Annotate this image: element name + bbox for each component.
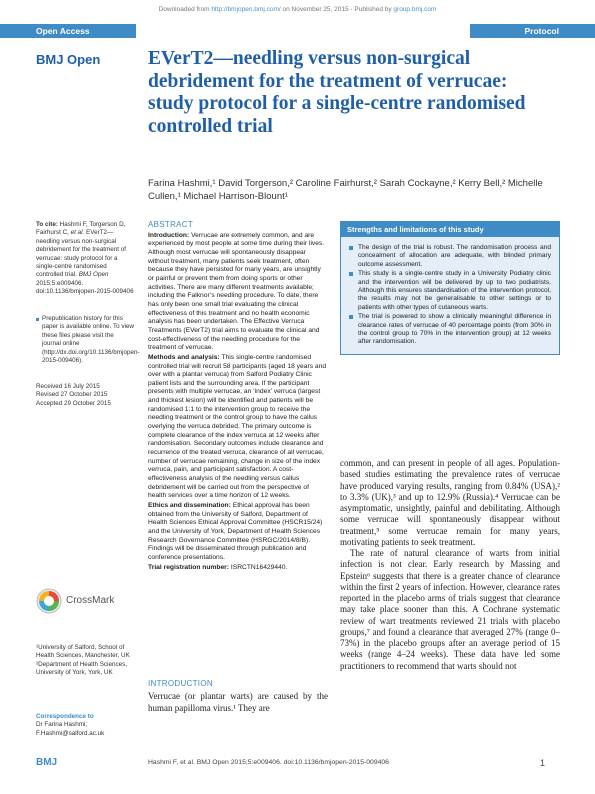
abstract <box>148 221 328 573</box>
group-link[interactable]: group.bmj.com <box>393 6 437 13</box>
strength-item: The trial is powered to show a clinically meaningful difference in clearance rates of verrucae of 40 percentage points (from 30% in the control group to 70% in the intervention group) at 12 weeks after randomisation. <box>349 313 551 347</box>
bullet-icon <box>349 315 353 319</box>
prepub-note: Prepublication history for this paper is available online. To view these files please visit the journal online (http://dx.doi.org/10.1136/bmjopen-2015-009406). <box>36 315 134 365</box>
introduction-heading: INTRODUCTION <box>148 679 213 688</box>
bmj-footer-logo: BMJ <box>36 757 58 768</box>
revised-date: Revised 27 October 2015 <box>36 391 108 399</box>
affiliations <box>36 644 134 678</box>
download-notice: Downloaded from http://bmjopen.bmj.com/ on November 25, 2015 - Published by group.bmj.com <box>158 6 437 13</box>
crossmark-icon <box>36 588 62 614</box>
introduction-text: Verrucae (or plantar warts) are caused by the human papilloma virus.¹ They are <box>148 691 328 713</box>
bullet-icon <box>349 246 353 250</box>
author-list: Farina Hashmi,¹ David Torgerson,² Caroline Fairhurst,² Sarah Cockayne,² Kerry Bell,² Michelle Cullen,¹ Michael Harrison-Blount¹ <box>148 178 543 202</box>
abstract-heading: ABSTRACT <box>148 220 194 229</box>
abstract-ethics: Ethics and dissemination: Ethical approval has been obtained from the University of Salford, Department of Health Sciences Ethical Approval Committee (HSCR15/24) and the University of York, Department of Health Sciences Research Governance Committee (HSRGC/2014/8/B). Findings will be disseminated through publication and conference presentations. <box>148 502 323 561</box>
affiliation-1: ¹University of Salford, School of Health Sciences, Manchester, UK <box>36 644 130 660</box>
strength-item: This study is a single-centre study in a University Podiatry clinic and the intervention will be delivered by up to two podiatrists. Although this ensures standardisation of the intervention protocol, the results may not be generalisable to other settings or to patients with other types of cutaneous warts. <box>349 270 551 312</box>
correspondence-email[interactable]: F.Hashmi@salford.ac.uk <box>36 729 105 737</box>
received-date: Received 16 July 2015 <box>36 383 100 390</box>
strength-item: The design of the trial is robust. The randomisation process and concealment of allocation are adequate, with blinded primary outcome assessment. <box>349 244 551 269</box>
abstract-introduction: Introduction: Verrucae are extremely common, and are experienced by most people at some time during their lives. Although most verrucae will spontaneously disappear without treatment, many patients seek treatment, often because they have persisted for many years, are unsightly or painful or prevent them from doing sports or other activities. There are many different treatments available; including the Falknor’s needling procedure. To date, there has only been one small trial evaluating the clinical effectiveness of this treatment and no health economic analysis has been undertaken. The Effective Verruca Treatments (EVerT2) trial aims to evaluate the clinical and cost-effectiveness of the needling procedure for the treatment of verrucae. <box>148 231 325 352</box>
abstract-methods: Methods and analysis: This single-centre randomised controlled trial will recruit 58 participants (aged 18 years and over with a plantar verruca) from Salford Podiatry Clinic patient lists and the surrounding area. If the participant presents with multiple verrucae, an ‘index’ verruca (largest and thickest lesion) will be identified and patients will be randomised 1:1 to the intervention group to receive the needling treatment or the control group to have the callus overlying the verruca debrided. The primary outcome is complete clearance of the index verruca at 12 weeks after randomisation. Secondary outcomes include clearance and recurrence of the treated verruca, clearance of all verrucae, number of verrucae remaining, change in size of the index verruca, pain, and participant satisfaction. A cost-effectiveness analysis of the needling versus callus debridement will be carried out from the perspective of health services over a time horizon of 12 weeks. <box>148 353 327 500</box>
journal-logo: BMJ Open <box>36 52 101 67</box>
correspondence: Correspondence to Dr Farina Hashmi; F.Hashmi@salford.ac.uk <box>36 713 134 738</box>
abstract-trial-registration: Trial registration number: ISRCTN16429440. <box>148 563 288 571</box>
page-number: 1 <box>540 758 546 768</box>
strengths-limitations-box <box>340 221 560 355</box>
article-title: EVerT2—needling versus non-surgical debridement for the treatment of verrucae: study protocol for a single-centre randomised controlled trial <box>148 48 526 137</box>
affiliation-2: ²Department of Health Sciences, University of York, York, UK <box>36 660 127 677</box>
body-text <box>340 458 560 672</box>
introduction-section <box>148 679 328 714</box>
bullet-icon <box>36 318 39 321</box>
bullet-icon <box>349 272 353 276</box>
crossmark-badge[interactable]: CrossMark <box>36 588 136 616</box>
footer-citation: Hashmi F, et al. BMJ Open 2015;5:e009406. doi:10.1136/bmjopen-2015-009406 <box>148 759 389 766</box>
accepted-date: Accepted 29 October 2015 <box>36 399 111 407</box>
dates-block <box>36 383 134 408</box>
body-paragraph: common, and can present in people of all ages. Population-based studies estimating the prevalence rates of verrucae have produced varying results, ranging from 0.84% (USA),² to 3.3% (UK),³ and up to 12.9% (Russia).⁴ Verrucae can be asymptomatic, unsightly, painful and debilitating. Although some verrucae will spontaneously disappear without treatment,⁵ some verrucae remain for many years, motivating patients to seek treatment. <box>340 458 560 547</box>
site-link[interactable]: http://bmjopen.bmj.com/ <box>211 6 281 13</box>
body-paragraph: The rate of natural clearance of warts from initial infection is not clear. Early research by Massing and Epstein⁶ suggests that there is a greater chance of clearance within the first 2 years of infection. However, clearance rates reported in the placebo arms of trials suggest that clearance may take place sooner than this. A Cochrane systematic review of wart treatments reviewed 21 trials with placebo groups,⁷ and found a clearance that averaged 27% (range 0–73%) in the placebo groups after an average period of 15 weeks (range 4–24 weeks). These data have led some practitioners to recommend that warts should not <box>340 548 560 671</box>
article-type-banner: Protocol <box>470 24 595 38</box>
strengths-heading: Strengths and limitations of this study <box>341 222 559 237</box>
citation-block: To cite: Hashmi F, Torgerson D, Fairhurst C, et al. EVerT2—needling versus non-surgical debridement for the treatment of verrucae: study protocol for a single-centre randomised controlled trial. BMJ Open 2015;5:e009406. doi:10.1136/bmjopen-2015-009406 <box>36 221 134 296</box>
open-access-banner: Open Access <box>0 24 136 38</box>
